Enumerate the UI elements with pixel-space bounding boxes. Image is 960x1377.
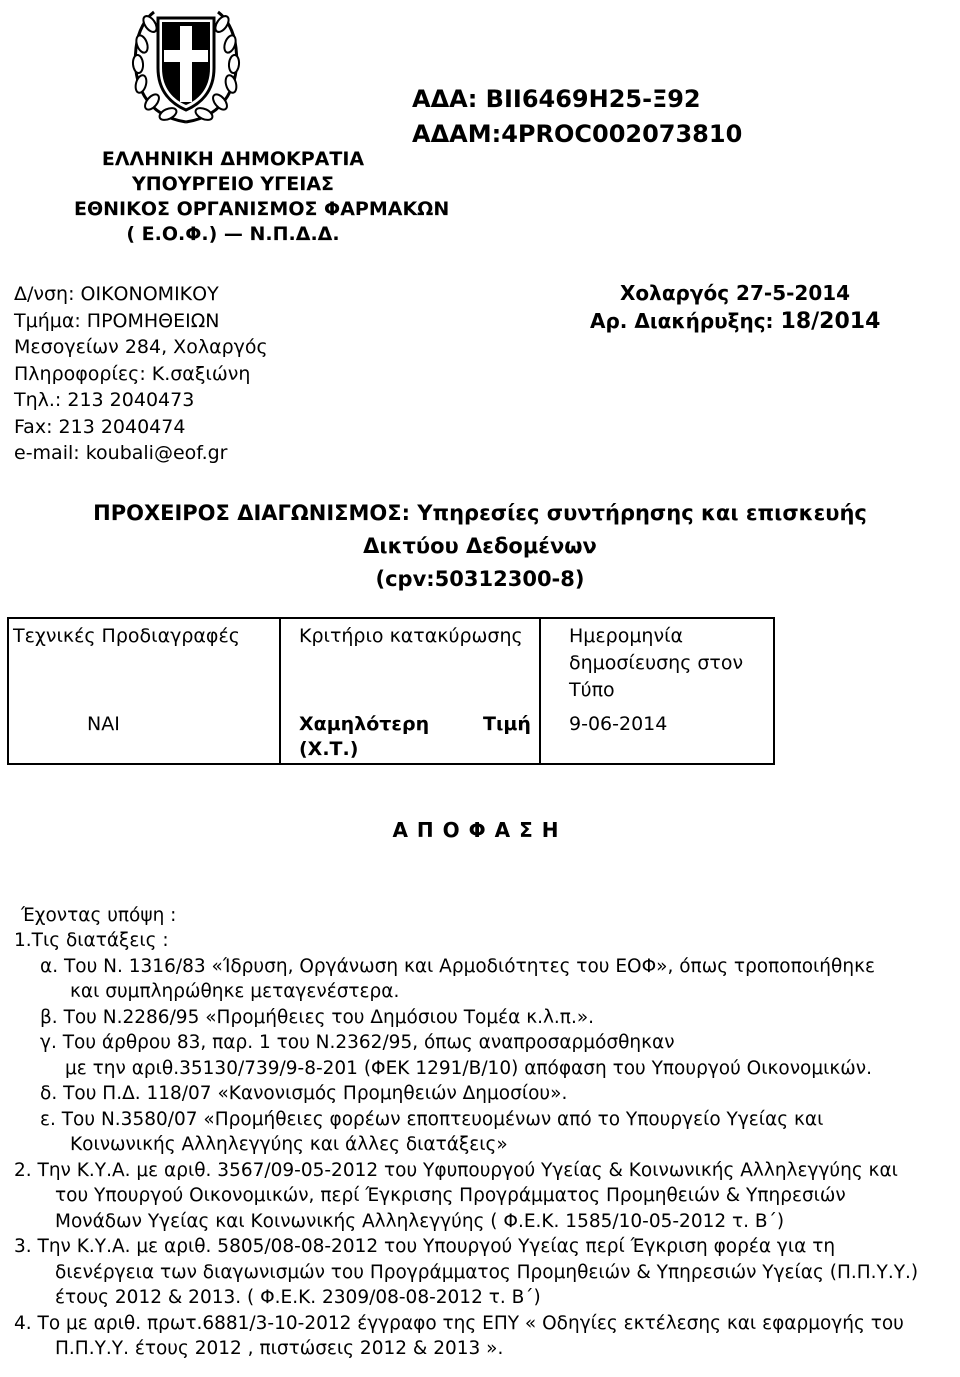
ada-number: ΑΔΑ: ΒΙΙ6469Η25-Ξ92 xyxy=(412,85,701,113)
issuer-line: ΕΘΝΙΚΟΣ ΟΡΓΑΝΙΣΜΟΣ ΦΑΡΜΑΚΩΝ xyxy=(74,198,450,220)
list-item: Κοινωνικής Αλληλεγγύης και άλλες διατάξεις» xyxy=(70,1134,508,1155)
list-item: Μονάδων Υγείας και Κοινωνικής Αλληλεγγύης ( Φ.Ε.Κ. 1585/10-05-2012 τ. Β΄) xyxy=(55,1211,785,1232)
decision-heading: ΑΠΟΦΑΣΗ xyxy=(392,818,568,842)
tender-title-line: (cpv:50312300-8) xyxy=(375,567,585,591)
fax: Fax: 213 2040474 xyxy=(14,415,186,438)
sender-details xyxy=(14,281,268,467)
list-item: δ. Του Π.Δ. 118/07 «Κανονισμός Προμηθειών Δημοσίου». xyxy=(40,1083,568,1104)
adam-number: ΑΔΑΜ:4PROC002073810 xyxy=(412,120,743,148)
ada-codes xyxy=(412,82,742,152)
tender-title xyxy=(0,497,960,596)
list-item: γ. Του άρθρου 83, παρ. 1 του Ν.2362/95, όπως αναπροσαρμόσθηκαν xyxy=(40,1032,675,1053)
list-item: διενέργεια των διαγωνισμών του Προγράμματος Προμηθειών & Υπηρεσιών Υγείας (Π.Π.Υ.Υ.) xyxy=(55,1262,919,1283)
list-item: ε. Του Ν.3580/07 «Προμήθειες φορέων εποπτευομένων από το Υπουργείο Υγείας και xyxy=(40,1109,824,1130)
header-line: δημοσίευσης στον xyxy=(569,652,744,674)
tech-specs-value: ΝΑΙ xyxy=(87,713,120,735)
header-tech-specs: Τεχνικές Προδιαγραφές xyxy=(13,625,240,647)
tender-title-line: Δικτύου Δεδομένων xyxy=(363,534,597,558)
declaration-label: Αρ. Διακήρυξης: xyxy=(590,309,781,333)
list-item: Π.Π.Υ.Υ. έτους 2012 , πιστώσεις 2012 & 2013 ». xyxy=(55,1338,504,1359)
header-line: Τύπο xyxy=(569,679,615,701)
issuer-block xyxy=(74,147,450,247)
considering-label: Έχοντας υπόψη : xyxy=(21,905,177,926)
address: Μεσογείων 284, Χολαργός xyxy=(14,336,268,358)
declaration-value: 18/2014 xyxy=(780,309,881,334)
criterion-value-3: (Χ.Τ.) xyxy=(299,738,359,760)
contact-person: Πληροφορίες: Κ.σαξιώνη xyxy=(14,362,251,385)
criterion-value-1: Χαμηλότερη xyxy=(299,713,430,735)
table-divider xyxy=(539,619,541,763)
telephone: Τηλ.: 213 2040473 xyxy=(14,389,195,411)
issuer-line: ΥΠΟΥΡΓΕΙΟ ΥΓΕΙΑΣ xyxy=(131,173,334,195)
department: Τμήμα: ΠΡΟΜΗΘΕΙΩΝ xyxy=(14,309,220,332)
list-item: του Υπουργού Οικονομικών, περί Έγκρισης Προγράμματος Προμηθειών & Υπηρεσιών xyxy=(55,1185,846,1206)
coat-of-arms-emblem xyxy=(128,4,244,128)
list-item: α. Του Ν. 1316/83 «Ίδρυση, Οργάνωση και Αρμοδιότητες του ΕΟΦ», όπως τροποποιήθηκε xyxy=(40,956,875,977)
list-item: 3. Την Κ.Υ.Α. με αριθ. 5805/08-08-2012 του Υπουργού Υγείας περί Έγκριση φορέα για τη xyxy=(14,1236,836,1257)
email: e-mail: koubali@eof.gr xyxy=(14,442,228,464)
list-item: 4. Το με αριθ. πρωτ.6881/3-10-2012 έγγραφο της ΕΠΥ « Οδηγίες εκτέλεσης και εφαρμογής του xyxy=(14,1313,904,1334)
declaration-number xyxy=(590,309,880,334)
list-item: 1.Τις διατάξεις : xyxy=(14,930,169,951)
list-item: έτους 2012 & 2013. ( Φ.Ε.Κ. 2309/08-08-2012 τ. Β΄) xyxy=(55,1287,541,1308)
tender-info-table xyxy=(7,617,775,765)
criterion-value-2: Τιμή xyxy=(483,713,531,735)
table-divider xyxy=(279,619,281,763)
list-item: β. Του Ν.2286/95 «Προμήθειες του Δημόσιου Τομέα κ.λ.π.». xyxy=(40,1007,595,1028)
date-place: Χολαργός 27-5-2014 xyxy=(620,281,851,305)
list-item: με την αριθ.35130/739/9-8-201 (ΦΕΚ 1291/Β/10) απόφαση του Υπουργού Οικονομικών. xyxy=(65,1058,873,1079)
tender-title-line: ΠΡΟΧΕΙΡΟΣ ΔΙΑΓΩΝΙΣΜΟΣ: Υπηρεσίες συντήρησης και επισκευής xyxy=(93,501,867,525)
header-publication-date xyxy=(569,623,743,704)
list-item: και συμπληρώθηκε μεταγενέστερα. xyxy=(70,981,400,1002)
header-award-criterion: Κριτήριο κατακύρωσης xyxy=(299,625,523,647)
issuer-line: ( Ε.Ο.Φ.) — Ν.Π.Δ.Δ. xyxy=(126,223,340,245)
publication-date-value: 9-06-2014 xyxy=(569,713,668,735)
directorate: Δ/νση: ΟΙΚΟΝΟΜΙΚΟΥ xyxy=(14,283,219,305)
header-line: Ημερομηνία xyxy=(569,625,684,647)
issuer-line: ΕΛΛΗΝΙΚΗ ΔΗΜΟΚΡΑΤΙΑ xyxy=(101,148,365,170)
list-item: 2. Την Κ.Υ.Α. με αριθ. 3567/09-05-2012 του Υφυπουργού Υγείας & Κοινωνικής Αλληλεγγύης και xyxy=(14,1160,898,1181)
